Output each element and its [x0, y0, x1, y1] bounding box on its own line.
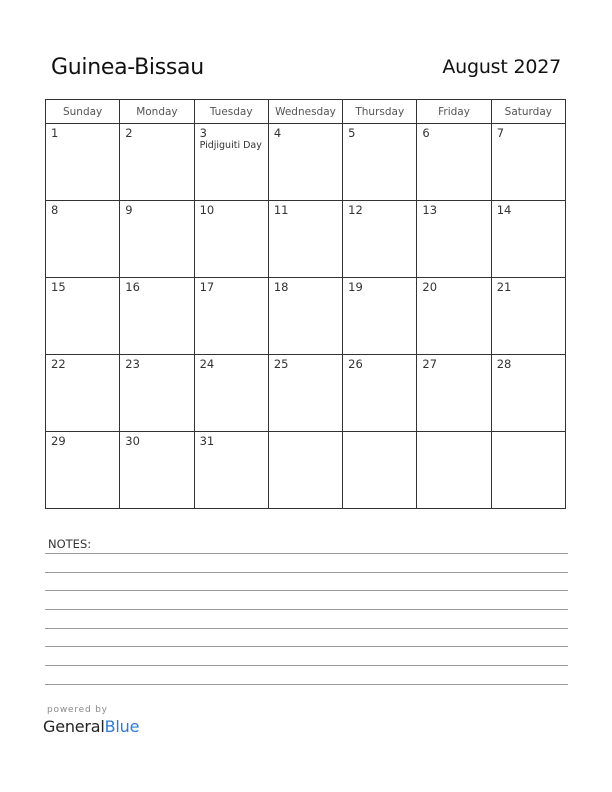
day-number: 1: [51, 126, 59, 140]
weekday-header-row: [46, 100, 566, 124]
day-number: 29: [51, 434, 66, 448]
brand-blue-text: Blue: [104, 717, 140, 736]
notes-label: NOTES:: [48, 537, 92, 551]
day-cell: [46, 124, 120, 201]
day-number: 12: [348, 203, 363, 217]
day-number: 4: [273, 126, 282, 140]
brand-general-text: General: [43, 717, 105, 736]
day-number: [269, 432, 342, 435]
day-cell: [417, 201, 491, 278]
day-number: 18: [273, 280, 289, 294]
day-number: 19: [348, 280, 363, 294]
day-number: 26: [348, 357, 363, 371]
notes-line: [45, 684, 568, 685]
day-number: 7: [496, 126, 505, 140]
weekday-header: Thursday: [343, 100, 417, 124]
calendar-country-title: Guinea-Bissau: [51, 55, 204, 80]
day-cell: [268, 201, 342, 278]
calendar-grid: [45, 99, 566, 509]
day-cell: [491, 124, 565, 201]
day-number: 6: [422, 126, 430, 140]
day-cell: [120, 124, 194, 201]
day-number: 13: [422, 203, 438, 217]
day-cell: [268, 432, 342, 509]
day-cell: [194, 124, 268, 201]
day-cell: [417, 355, 491, 432]
day-cell: [120, 355, 194, 432]
day-number: 16: [125, 280, 140, 294]
day-number: 30: [125, 434, 140, 448]
notes-line: [45, 628, 568, 629]
day-cell: [268, 355, 342, 432]
day-number: 3: [199, 126, 207, 140]
notes-line: [45, 609, 568, 610]
day-cell: [120, 201, 194, 278]
day-cell: [120, 278, 194, 355]
notes-line: [45, 646, 568, 647]
day-number: 8: [51, 203, 59, 217]
notes-line: [45, 553, 568, 554]
weekday-header: Saturday: [491, 100, 565, 124]
day-cell: [46, 355, 120, 432]
powered-by-text: powered by: [47, 705, 108, 715]
day-cell: [46, 432, 120, 509]
day-number: [343, 432, 416, 435]
day-cell: [194, 278, 268, 355]
day-number: 22: [51, 357, 66, 371]
day-cell: [268, 278, 342, 355]
day-cell: [46, 201, 120, 278]
notes-line: [45, 590, 568, 591]
day-number: 15: [51, 280, 66, 294]
day-number: 28: [496, 357, 512, 371]
day-cell: [491, 278, 565, 355]
day-cell: [491, 355, 565, 432]
weekday-header: Monday: [120, 100, 194, 124]
day-cell: [194, 355, 268, 432]
day-number: 20: [422, 280, 438, 294]
day-cell: [194, 201, 268, 278]
day-number: 23: [125, 357, 140, 371]
day-number: 31: [199, 434, 215, 448]
day-number: 5: [348, 126, 356, 140]
day-cell: [343, 124, 417, 201]
day-number: 25: [273, 357, 289, 371]
day-cell: [491, 432, 565, 509]
week-row: [46, 355, 566, 432]
day-number: 17: [199, 280, 215, 294]
day-number: 14: [496, 203, 512, 217]
notes-line: [45, 665, 568, 666]
weekday-header: Wednesday: [268, 100, 342, 124]
day-number: 27: [422, 357, 438, 371]
holiday-label: Pidjiguiti Day: [199, 140, 262, 151]
day-cell: [343, 355, 417, 432]
day-number: [492, 432, 565, 435]
calendar-month-title: August 2027: [442, 56, 561, 78]
day-cell: [120, 432, 194, 509]
day-cell: [417, 278, 491, 355]
weekday-header: Tuesday: [194, 100, 268, 124]
day-cell: [417, 432, 491, 509]
day-cell: [343, 201, 417, 278]
week-row: [46, 278, 566, 355]
day-number: 11: [273, 203, 289, 217]
day-cell: [268, 124, 342, 201]
weekday-header: Sunday: [46, 100, 120, 124]
week-row: [46, 432, 566, 509]
day-number: 9: [125, 203, 133, 217]
day-cell: [343, 432, 417, 509]
day-number: 21: [496, 280, 512, 294]
notes-line: [45, 572, 568, 573]
week-row: [46, 201, 566, 278]
day-cell: [417, 124, 491, 201]
day-cell: [46, 278, 120, 355]
day-number: 2: [125, 126, 133, 140]
day-cell: [491, 201, 565, 278]
day-number: 24: [199, 357, 215, 371]
weekday-header: Friday: [417, 100, 491, 124]
week-row: [46, 124, 566, 201]
day-cell: [194, 432, 268, 509]
day-cell: [343, 278, 417, 355]
day-number: 10: [199, 203, 215, 217]
generalblue-logo: [43, 717, 139, 736]
day-number: [417, 432, 490, 435]
